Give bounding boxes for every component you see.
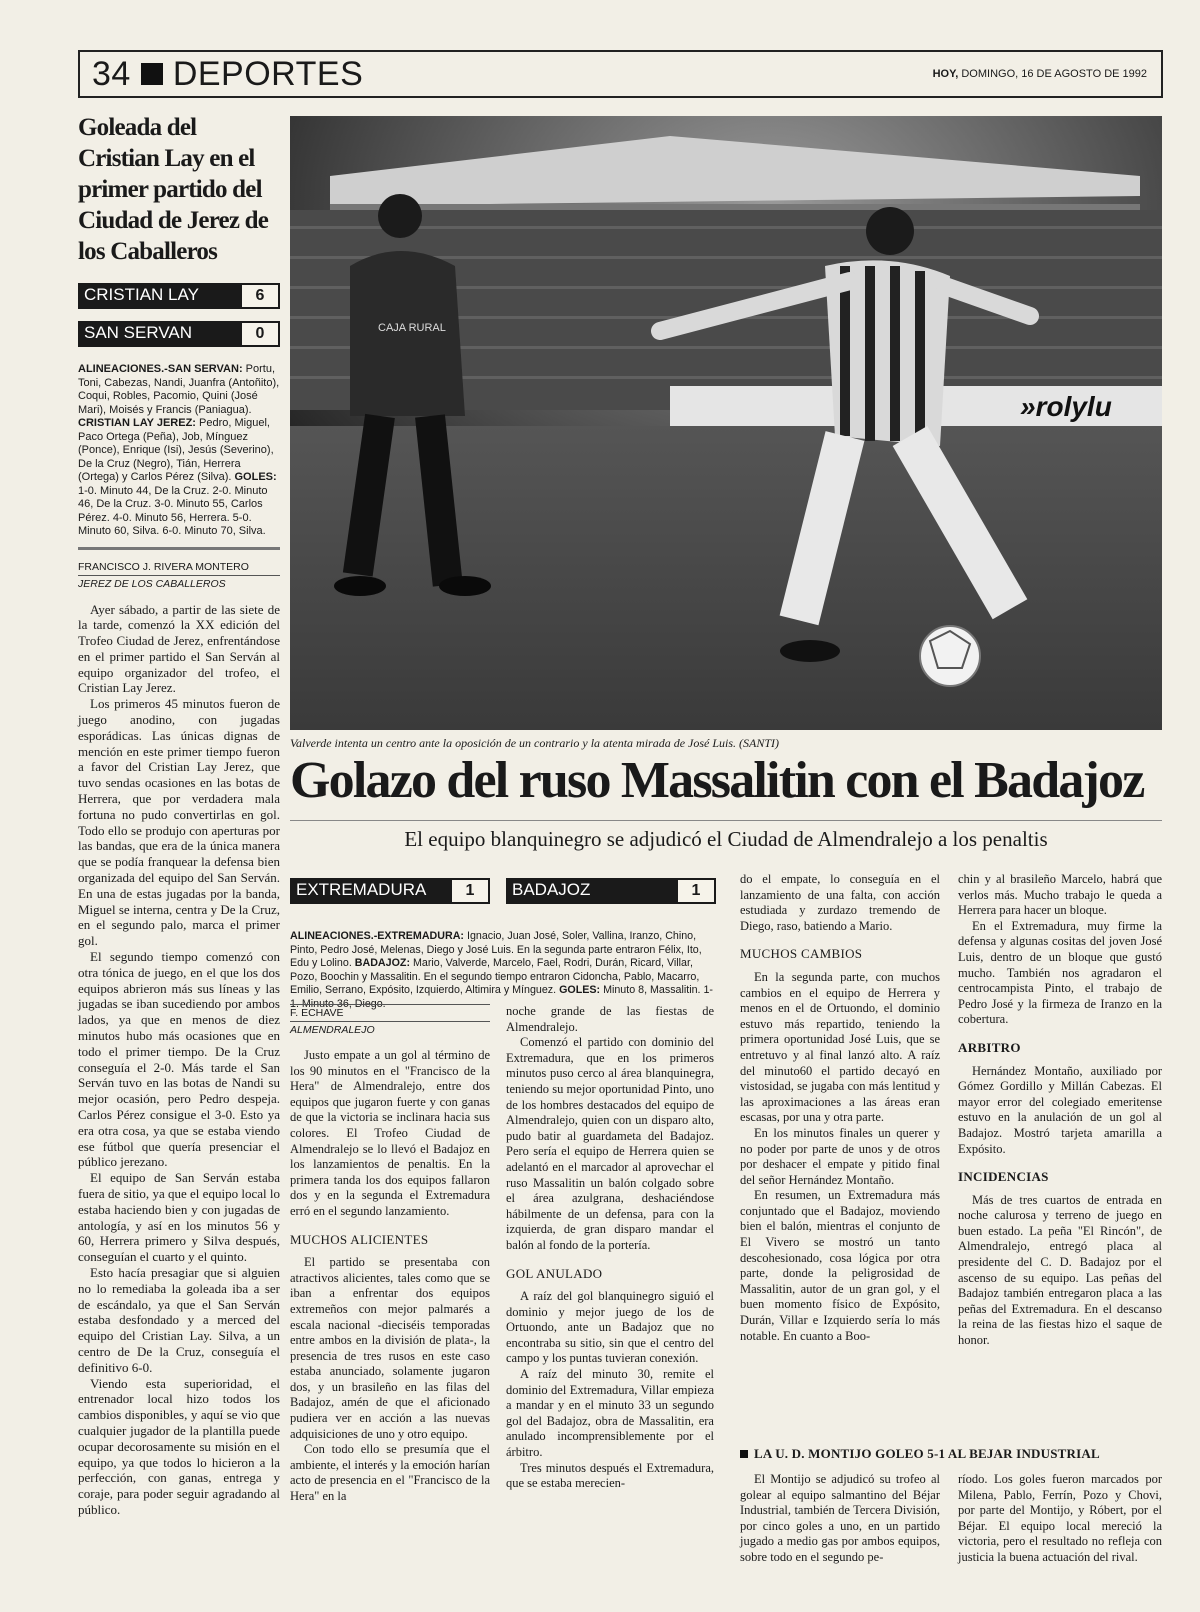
section-subhead: MUCHOS CAMBIOS bbox=[740, 946, 863, 962]
main-col-3 bbox=[740, 872, 940, 1344]
left-scoreboard bbox=[78, 283, 280, 347]
brief-col-2 bbox=[958, 1472, 1162, 1566]
jersey-sponsor: CAJA RURAL bbox=[378, 322, 446, 334]
goals-label: GOLES: bbox=[234, 471, 277, 483]
paragraph: Esto hacía presagiar que si alguien no lo remediaba la goleada iba a ser de escándalo, ya que el San Serván estaba desfondado y a merced del equipo del Cristian Lay. Silva, a un centro de De la Cruz, conseguía el definitivo 6-0. bbox=[78, 1264, 280, 1375]
paragraph: chin y al brasileño Marcelo, habrá que verlos más. Mucho trabajo le queda a Herrera para hacer un bloque. bbox=[958, 872, 1162, 918]
main-scoreboard-away bbox=[506, 872, 716, 904]
team-goals: 1 bbox=[450, 878, 490, 904]
paragraph: A raíz del minuto 30, remite el dominio del Extremadura, Villar empieza a mandar y en el minuto 33 un segundo gol del Badajoz, obra de Massalitin, era anulado incomprensiblemente por el árbitro. bbox=[506, 1367, 714, 1460]
issue-date bbox=[933, 68, 1147, 80]
paragraph: En los minutos finales un querer y no poder por parte de unos y de otros por deshacer el empate y pitido final del señor Hernández Montaño. bbox=[740, 1125, 940, 1187]
paragraph: En el Extremadura, muy firme la defensa y algunas cositas del joven José Luis, dentro de un bloque que gustó mucho. También nos agradaron el centrocampista Pinto, el trabajo de Pedro José y la firmeza de Iranzo en la cobertura. bbox=[958, 918, 1162, 1027]
goals-text: 1-0. Minuto 44, De la Cruz. 2-0. Minuto 46, De la Cruz. 3-0. Minuto 55, Carlos Pérez. 4-0. Minuto 56, Herrera. 5-0. Minuto 60, Silva. 6-0. Minuto 70, Silva. bbox=[78, 484, 268, 537]
team-name: BADAJOZ bbox=[506, 878, 676, 904]
paragraph: El partido se presentaba con atractivos alicientes, tales como que se iban a enfrentar dos equipos extremeños con mejor palmarés a escala nacional -dieciséis temporadas entre ambos en la división de plata-, la presencia de tres rusos en este caso estaba anunciado, solamente jugaron dos, y un brasileño en las filas del Badajoz, amén de que el aficionado pudiera ver en acción a las nuevas adquisiciones de uno y otro equipo. bbox=[290, 1255, 490, 1441]
page-header bbox=[78, 50, 1163, 98]
photo-illustration bbox=[290, 116, 1162, 730]
section-subhead: GOL ANULADO bbox=[506, 1265, 603, 1281]
team-name: SAN SERVAN bbox=[78, 321, 240, 347]
lineup-label: ALINEACIONES.-EXTREMADURA: bbox=[290, 930, 464, 942]
location-line: ALMENDRALEJO bbox=[290, 1021, 490, 1038]
main-col-1 bbox=[290, 1004, 490, 1505]
team-goals: 6 bbox=[240, 283, 280, 309]
location-line: JEREZ DE LOS CABALLEROS bbox=[78, 575, 280, 592]
team-goals: 0 bbox=[240, 321, 280, 347]
left-article bbox=[78, 112, 280, 1518]
paragraph: Ayer sábado, a partir de las siete de la tarde, comenzó la XX edición del Trofeo Ciudad de Jerez, enfrentándose en el primer partido el San Serván al equipo organizador del trofeo, el Cristian Lay Jerez. bbox=[78, 601, 280, 696]
lineup-label: CRISTIAN LAY JEREZ: bbox=[78, 417, 196, 429]
paragraph: El segundo tiempo comenzó con otra tónica de juego, en el que los dos equipos abrieron más sus líneas y las jugadas se iban sucediendo por ambos lados, ya que en menos de diez minutos hubo más ocasiones que en todo el primer tiempo. De la Cruz conseguía el 2-0. Más tarde el San Serván tuvo en las botas de Nandi su mejor ocasión, pero Pedro despeja. Carlos Pérez consigue el 3-0. Esto ya era otra cosa, ya que se estaba viendo ese fútbol que quería presenciar el público jerezano. bbox=[78, 949, 280, 1170]
page-number: 34 bbox=[92, 54, 131, 93]
main-lineups bbox=[290, 930, 716, 1011]
left-body bbox=[78, 602, 280, 1518]
section-subhead: MUCHOS ALICIENTES bbox=[290, 1231, 429, 1247]
football bbox=[920, 626, 980, 686]
paragraph: ríodo. Los goles fueron marcados por Milena, Pablo, Ferrín, Pozo y Chovi, por parte del Montijo, y Róbert, por el Béjar. El equipo local mereció la victoria, pero el resultado no refleja con justicia la buena actuación del rival. bbox=[958, 1472, 1162, 1564]
team-name: EXTREMADURA bbox=[290, 878, 450, 904]
paragraph: Justo empate a un gol al término de los 90 minutos en el "Francisco de la Hera" de Almendralejo, entre dos equipos que jugaron fuerte y con ganas de que la victoria se inclinara hacia sus colores. El Trofeo Ciudad de Almendralejo se lo llevó el Badajoz en los lanzamientos de penaltis. En la primera tanda los dos equipos fallaron dos y en la segunda el Extremadura erró en el segundo lanzamiento. bbox=[290, 1048, 490, 1218]
lineup-text: Mario, Valverde, Marcelo, Fael, Rodri, Durán, Ricard, Villar, Pozo, Boochin y Massalitin. En el segundo tiempo entraron Cidoncha, Pablo, Macarro, Emilio, Serrano, Expósito, Izquierdo, Altimira y Mínguez. bbox=[290, 957, 700, 996]
match-photo bbox=[290, 116, 1162, 730]
author-byline: F. ECHAVE bbox=[290, 1004, 490, 1021]
main-headline: Golazo del ruso Massalitin con el Badajoz bbox=[290, 752, 1144, 809]
photo-caption: Valverde intenta un centro ante la oposición de un contrario y la atenta mirada de José Luis. (SANTI) bbox=[290, 736, 780, 750]
main-scoreboard-home bbox=[290, 872, 490, 904]
paragraph: En resumen, un Extremadura más conjuntado que el Badajoz, moviendo bien el balón, mientras el conjunto de El Vivero se mostró un tanto descohesionado, cosa lógica por otra parte, donde la peligrosidad de Massalitin, autor de un gran gol, y el buen momento físico de Expósito, Durán, Villar e Izquierdo sería lo más notable. En cuanto a Boo- bbox=[740, 1188, 940, 1343]
main-col-2 bbox=[506, 1004, 714, 1492]
paragraph: Comenzó el partido con dominio del Extremadura, que en los primeros minutos puso cerco al área blanquinegra, teniendo su mejor oportunidad Pinto, uno de los hombres destacados del equipo de Almendralejo, quien con un disparo alto, pudo batir al guardameta del Badajoz. Pero sería el equipo de Herrera quien se adelantó en el marcador al aprovechar el ruso Massalitin un balón colgado sobre el área azulgrana, deshaciéndose hábilmente de un defensa, para con la izquierda, de gran disparo mandar el balón al fondo de la portería. bbox=[506, 1035, 714, 1252]
left-lineups bbox=[78, 363, 280, 539]
newspaper-page bbox=[78, 50, 1163, 1564]
score-row bbox=[78, 283, 280, 309]
lineup-label: ALINEACIONES.-SAN SERVAN: bbox=[78, 363, 243, 375]
paragraph: Con todo ello se presumía que el ambiente, el interés y la emoción harían acto de presencia en el "Francisco de la Hera" en la bbox=[290, 1442, 490, 1504]
paragraph: noche grande de las fiestas de Almendralejo. bbox=[506, 1004, 714, 1034]
team-name: CRISTIAN LAY bbox=[78, 283, 240, 309]
square-icon bbox=[740, 1450, 748, 1458]
main-subheadline: El equipo blanquinegro se adjudicó el Ciudad de Almendralejo a los penaltis bbox=[290, 820, 1162, 852]
date-text: DOMINGO, 16 DE AGOSTO DE 1992 bbox=[961, 68, 1147, 80]
brief-col-1 bbox=[740, 1472, 940, 1566]
paragraph: do el empate, lo conseguía en el lanzamiento de una falta, con acción estudiada y zurdazo tremendo de Diego, raso, batiendo a Mario. bbox=[740, 872, 940, 933]
paragraph: Los primeros 45 minutos fueron de juego anodino, con jugadas esporádicas. Las únicas dignas de mención en este primer tiempo fueron a favor del Cristian Lay Jerez, que tuvo sendas ocasiones en las botas de Herrera, que por verdadera mala fortuna no pudo convertirlas en gol. Todo ello se produjo con aperturas por las bandas, que era de la única manera que se podía franquear la defensa bien organizada del equipo del San Serván. En una de estas jugadas por la banda, Miguel se interna, centra y De la Cruz, en el segundo palo, marca el primer gol. bbox=[78, 696, 280, 949]
brief-headline bbox=[740, 1446, 1165, 1462]
goals-text: Minuto 8, Massalitin. 1-1. Minuto 36, Diego. bbox=[290, 984, 713, 1010]
paragraph: Hernández Montaño, auxiliado por Gómez Gordillo y Millán Cabezas. El mayor error del colegiado emeritense estuvo en la anulación de un gol al Badajoz. Mostró tarjeta amarilla a Expósito. bbox=[958, 1063, 1162, 1156]
score-row bbox=[506, 878, 716, 904]
paragraph: Más de tres cuartos de entrada en noche calurosa y terreno de juego en buen estado. La peña "El Rincón", de Almendralejo, entregó placa al presidente del C. D. Badajoz por el ascenso de su equipo. Las peñas del Badajoz también entregaron placa a las peñas del Extremadura. En el descanso la reina de las fiestas hizo el saque de honor. bbox=[958, 1192, 1162, 1348]
billboard-text: »rolylu bbox=[1020, 391, 1112, 422]
paper-name: HOY, bbox=[932, 68, 959, 80]
goals-label: GOLES: bbox=[559, 984, 601, 996]
paragraph: Tres minutos después el Extremadura, que se estaba merecien- bbox=[506, 1460, 714, 1491]
paragraph: Viendo esta superioridad, el entrenador local hizo todos los cambios disponibles, y aquí se vio que cualquier jugador de la plantilla puede ocupar decorosamente su misión en el equipo, ya que todos lo hicieron a la perfección, con ganas, entrega y coraje, para poder seguir agradando al público. bbox=[78, 1375, 280, 1517]
section-name: DEPORTES bbox=[172, 54, 364, 93]
section-subhead: INCIDENCIAS bbox=[958, 1169, 1049, 1185]
score-row bbox=[78, 321, 280, 347]
lineup-label: BADAJOZ: bbox=[354, 957, 410, 969]
brief-headline-text: LA U. D. MONTIJO GOLEO 5-1 AL BEJAR INDUSTRIAL bbox=[754, 1446, 1100, 1461]
team-goals: 1 bbox=[676, 878, 716, 904]
main-col-4 bbox=[958, 872, 1162, 1349]
divider bbox=[78, 547, 280, 550]
score-row bbox=[290, 878, 490, 904]
paragraph: El Montijo se adjudicó su trofeo al golear al equipo salmantino del Béjar Industrial, también de Tercera División, por cinco goles a uno, en un partido jugado a medio gas por ambos equipos, sobre todo en el segundo pe- bbox=[740, 1472, 940, 1564]
left-headline: Goleada del Cristian Lay en el primer partido del Ciudad de Jerez de los Caballeros bbox=[78, 114, 268, 265]
paragraph: El equipo de San Serván estaba fuera de sitio, ya que el equipo local lo estaba haciendo bien y con jugadas de antología, y así en los minutos 56 y 60, Herrera primero y Silva después, conseguían el cuarto y el quinto. bbox=[78, 1170, 280, 1265]
lineup-text: Ignacio, Juan José, Soler, Vallina, Iranzo, Chino, Pinto, Pedro José, Melenas, Diego y José Luis. En la segunda parte entraron Félix, Ito, Edu y Lolino. bbox=[290, 930, 702, 969]
paragraph: A raíz del gol blanquinegro siguió el dominio y mejor juego de los de Ortuondo, ante un Badajoz que no encontraba su sitio, sin que el centro del campo y los puntas tuvieran conexión. bbox=[506, 1289, 714, 1366]
section-title bbox=[80, 55, 363, 94]
lineup-text: Portu, Toni, Cabezas, Nandi, Juanfra (Antoñito), Coqui, Robles, Pacomio, Quini (José Mari), Moisés y Francis (Paniagua). bbox=[78, 363, 280, 416]
author-byline: FRANCISCO J. RIVERA MONTERO bbox=[78, 560, 249, 573]
paragraph: En la segunda parte, con muchos cambios en el equipo de Herrera y menos en el de Ortuondo, el dominio estuvo más repartido, teniendo la primera oportunidad José Luis, que se entretuvo y al final lanzó alto. A raíz del minuto60 el partido decayó en vistosidad, se jugaba con más lentitud y las aproximaciones a las áreas eran escasas, por una y otra parte. bbox=[740, 969, 940, 1125]
lineup-text: Pedro, Miguel, Paco Ortega (Peña), Job, Mínguez (Ponce), Enrique (Isi), Jesús (Severino), De la Cruz (Negro), Tián, Herrera (Ortega) y Carlos Pérez (Silva). bbox=[78, 417, 274, 483]
square-icon bbox=[141, 63, 163, 85]
section-subhead: ARBITRO bbox=[958, 1039, 1021, 1055]
